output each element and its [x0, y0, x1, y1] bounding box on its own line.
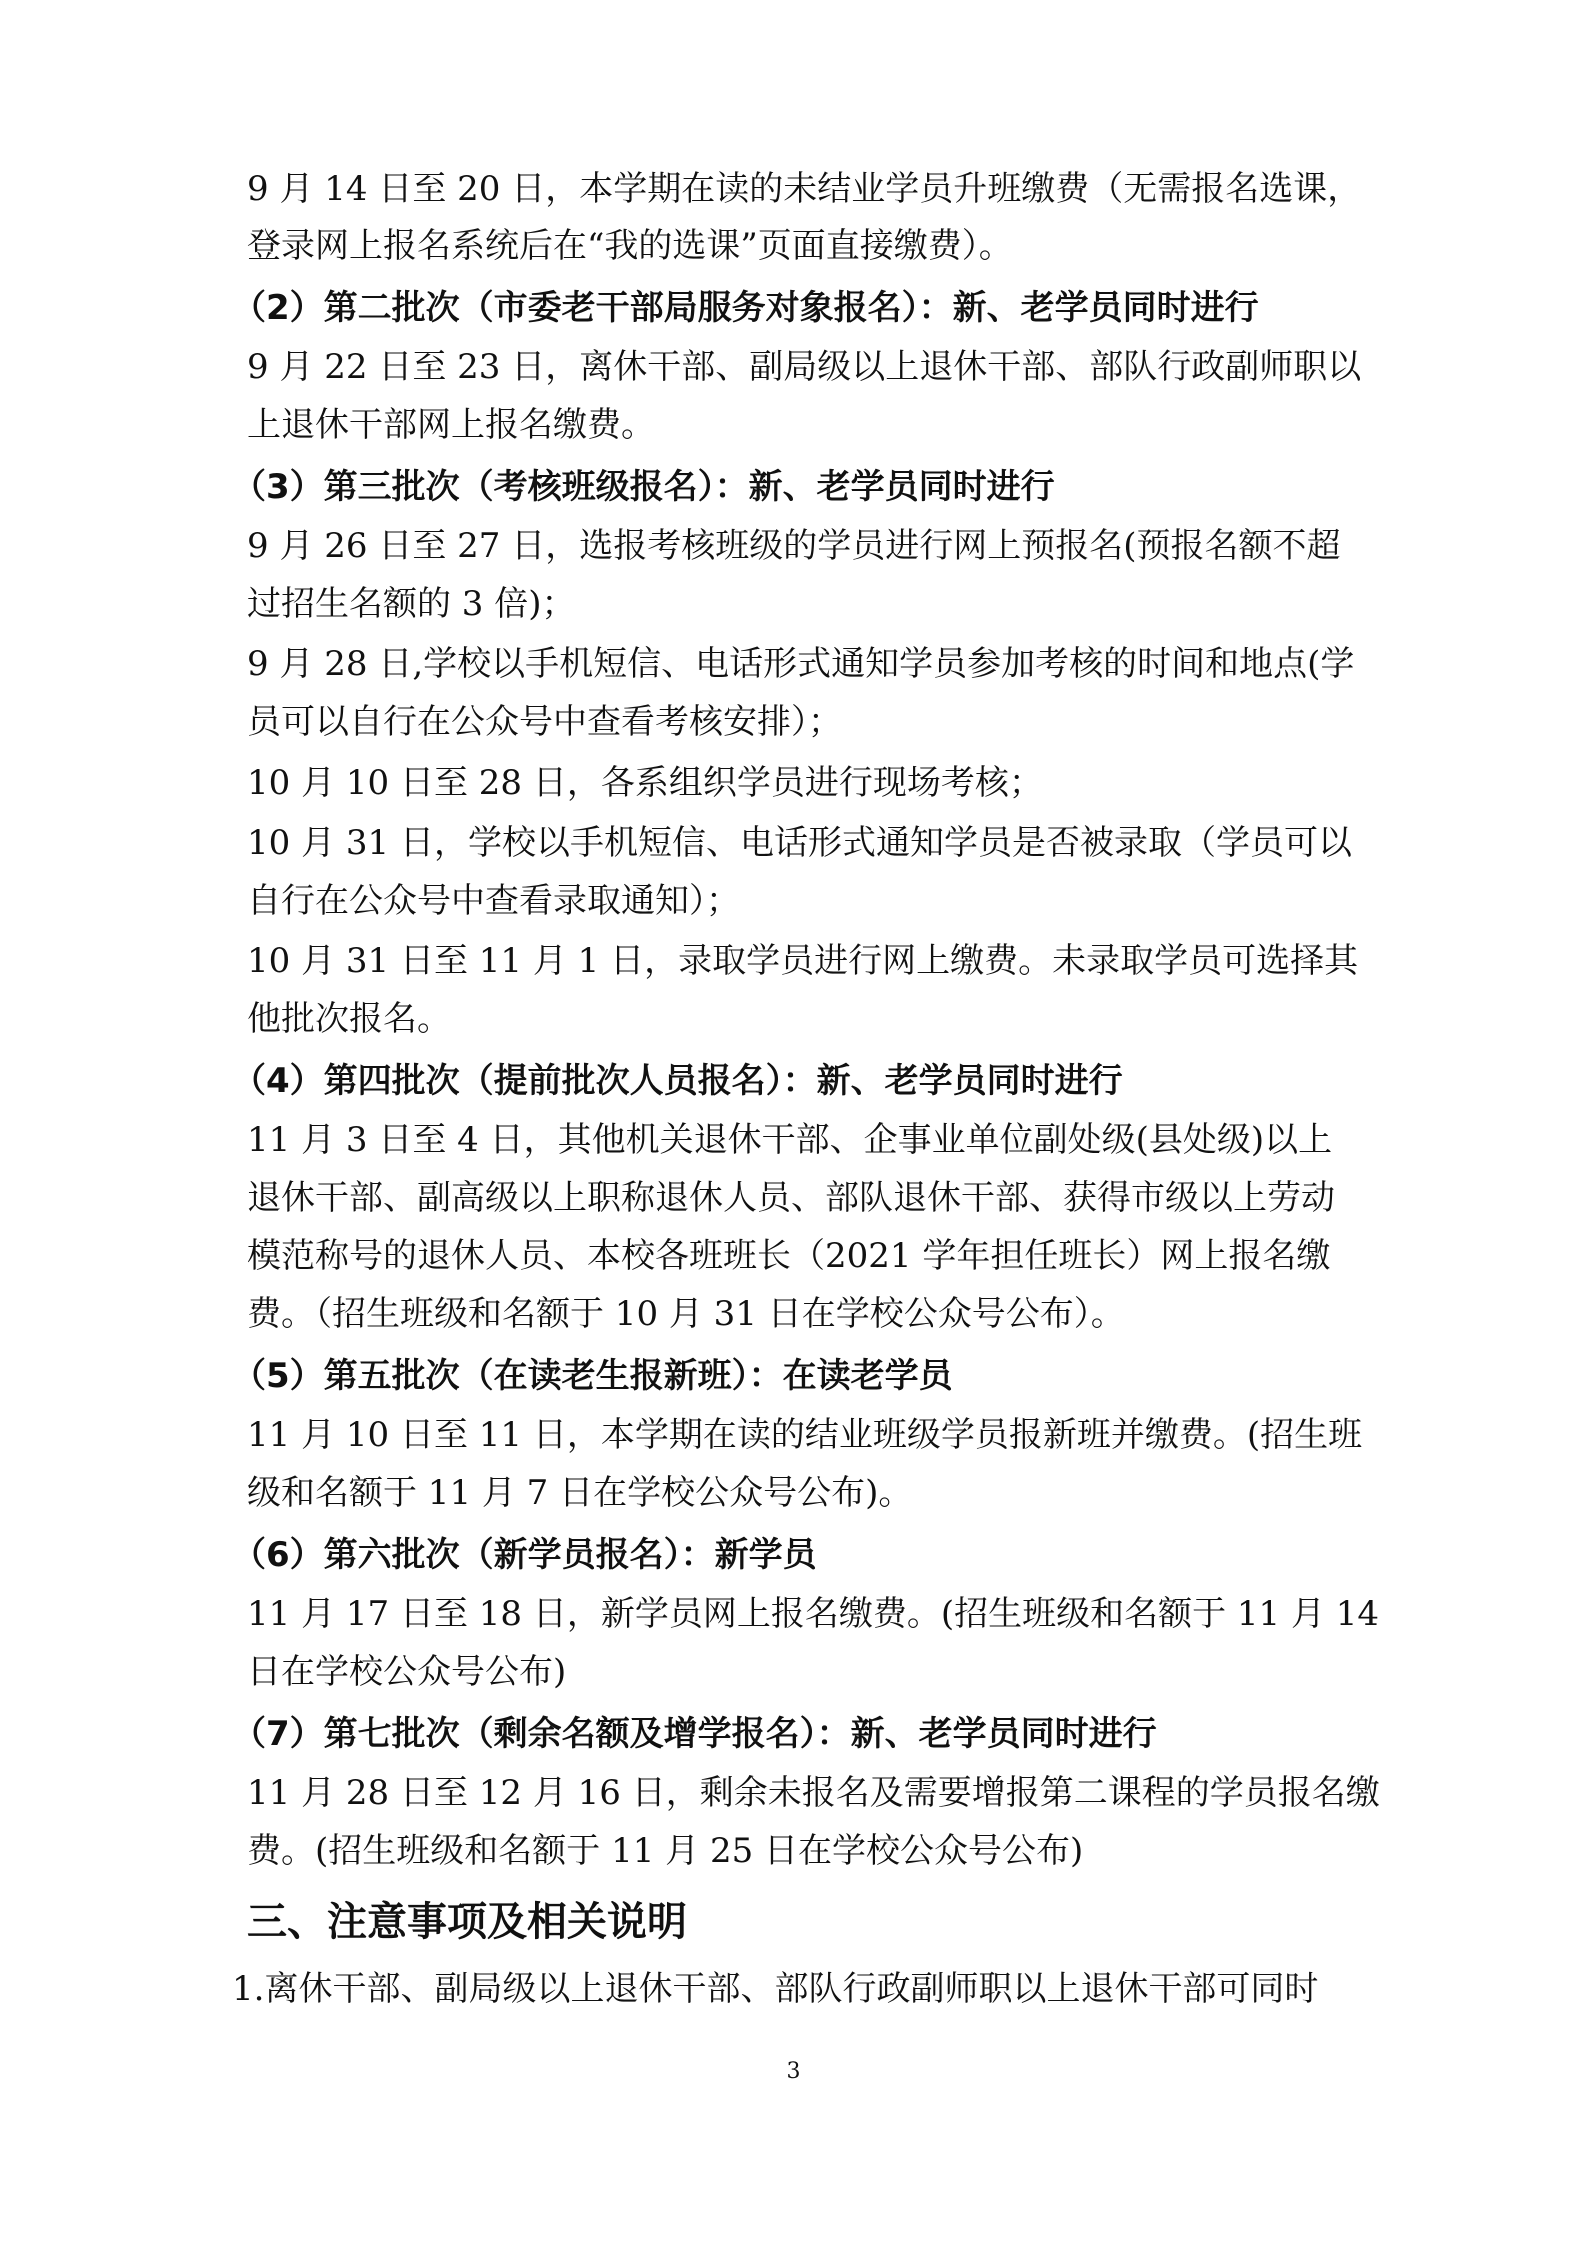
- text-line: 10 月 10 日至 28 日，各系组织学员进行现场考核；: [247, 763, 1043, 803]
- text-line: 9 月 22 日至 23 日，离休干部、副局级以上退休干部、部队行政副师职以: [247, 347, 1362, 387]
- text-line: 登录网上报名系统后在“我的选课”页面直接缴费）。: [247, 226, 1013, 266]
- text-line: 11 月 3 日至 4 日，其他机关退休干部、企事业单位副处级(县处级)以上: [247, 1120, 1333, 1160]
- section-heading: 三、注意事项及相关说明: [247, 1899, 687, 1945]
- text-line: 9 月 28 日,学校以手机短信、电话形式通知学员参加考核的时间和地点(学: [247, 644, 1355, 684]
- text-line: 自行在公众号中查看录取通知）；: [247, 881, 740, 921]
- text-line: 员可以自行在公众号中查看考核安排）；: [247, 702, 842, 742]
- text-line: 他批次报名。: [247, 999, 451, 1039]
- text-line: 11 月 28 日至 12 月 16 日，剩余未报名及需要增报第二课程的学员报名缴: [247, 1773, 1380, 1813]
- batch-heading: （6）第六批次（新学员报名）：新学员: [232, 1535, 817, 1575]
- text-line: 9 月 14 日至 20 日，本学期在读的未结业学员升班缴费（无需报名选课，: [247, 169, 1362, 209]
- text-line: 级和名额于 11 月 7 日在学校公众号公布)。: [247, 1473, 913, 1513]
- batch-heading: （4）第四批次（提前批次人员报名）：新、老学员同时进行: [232, 1061, 1123, 1101]
- text-line: 模范称号的退休人员、本校各班班长（2021 学年担任班长）网上报名缴: [247, 1236, 1331, 1276]
- text-line: 过招生名额的 3 倍)；: [247, 584, 576, 624]
- text-line: 10 月 31 日至 11 月 1 日，录取学员进行网上缴费。未录取学员可选择其: [247, 941, 1359, 981]
- batch-heading: （7）第七批次（剩余名额及增学报名）：新、老学员同时进行: [232, 1714, 1157, 1754]
- text-line: 9 月 26 日至 27 日，选报考核班级的学员进行网上预报名(预报名额不超: [247, 526, 1341, 566]
- batch-heading: （5）第五批次（在读老生报新班）：在读老学员: [232, 1356, 953, 1396]
- text-line: 费。（招生班级和名额于 10 月 31 日在学校公众号公布）。: [247, 1294, 1125, 1334]
- text-line: 退休干部、副高级以上职称退休人员、部队退休干部、获得市级以上劳动: [247, 1178, 1335, 1218]
- text-line: 上退休干部网上报名缴费。: [247, 405, 655, 445]
- page-number: 3: [786, 2059, 801, 2084]
- batch-heading: （2）第二批次（市委老干部局服务对象报名）：新、老学员同时进行: [232, 288, 1259, 328]
- text-line: 10 月 31 日，学校以手机短信、电话形式通知学员是否被录取（学员可以: [247, 823, 1352, 863]
- text-line: 日在学校公众号公布): [247, 1652, 567, 1692]
- numbered-item: 1.离休干部、副局级以上退休干部、部队行政副师职以上退休干部可同时: [232, 1969, 1319, 2009]
- text-line: 11 月 10 日至 11 日，本学期在读的结业班级学员报新班并缴费。(招生班: [247, 1415, 1363, 1455]
- batch-heading: （3）第三批次（考核班级报名）：新、老学员同时进行: [232, 467, 1055, 507]
- text-line: 11 月 17 日至 18 日，新学员网上报名缴费。(招生班级和名额于 11 月 14: [247, 1594, 1380, 1634]
- text-line: 费。(招生班级和名额于 11 月 25 日在学校公众号公布): [247, 1831, 1084, 1871]
